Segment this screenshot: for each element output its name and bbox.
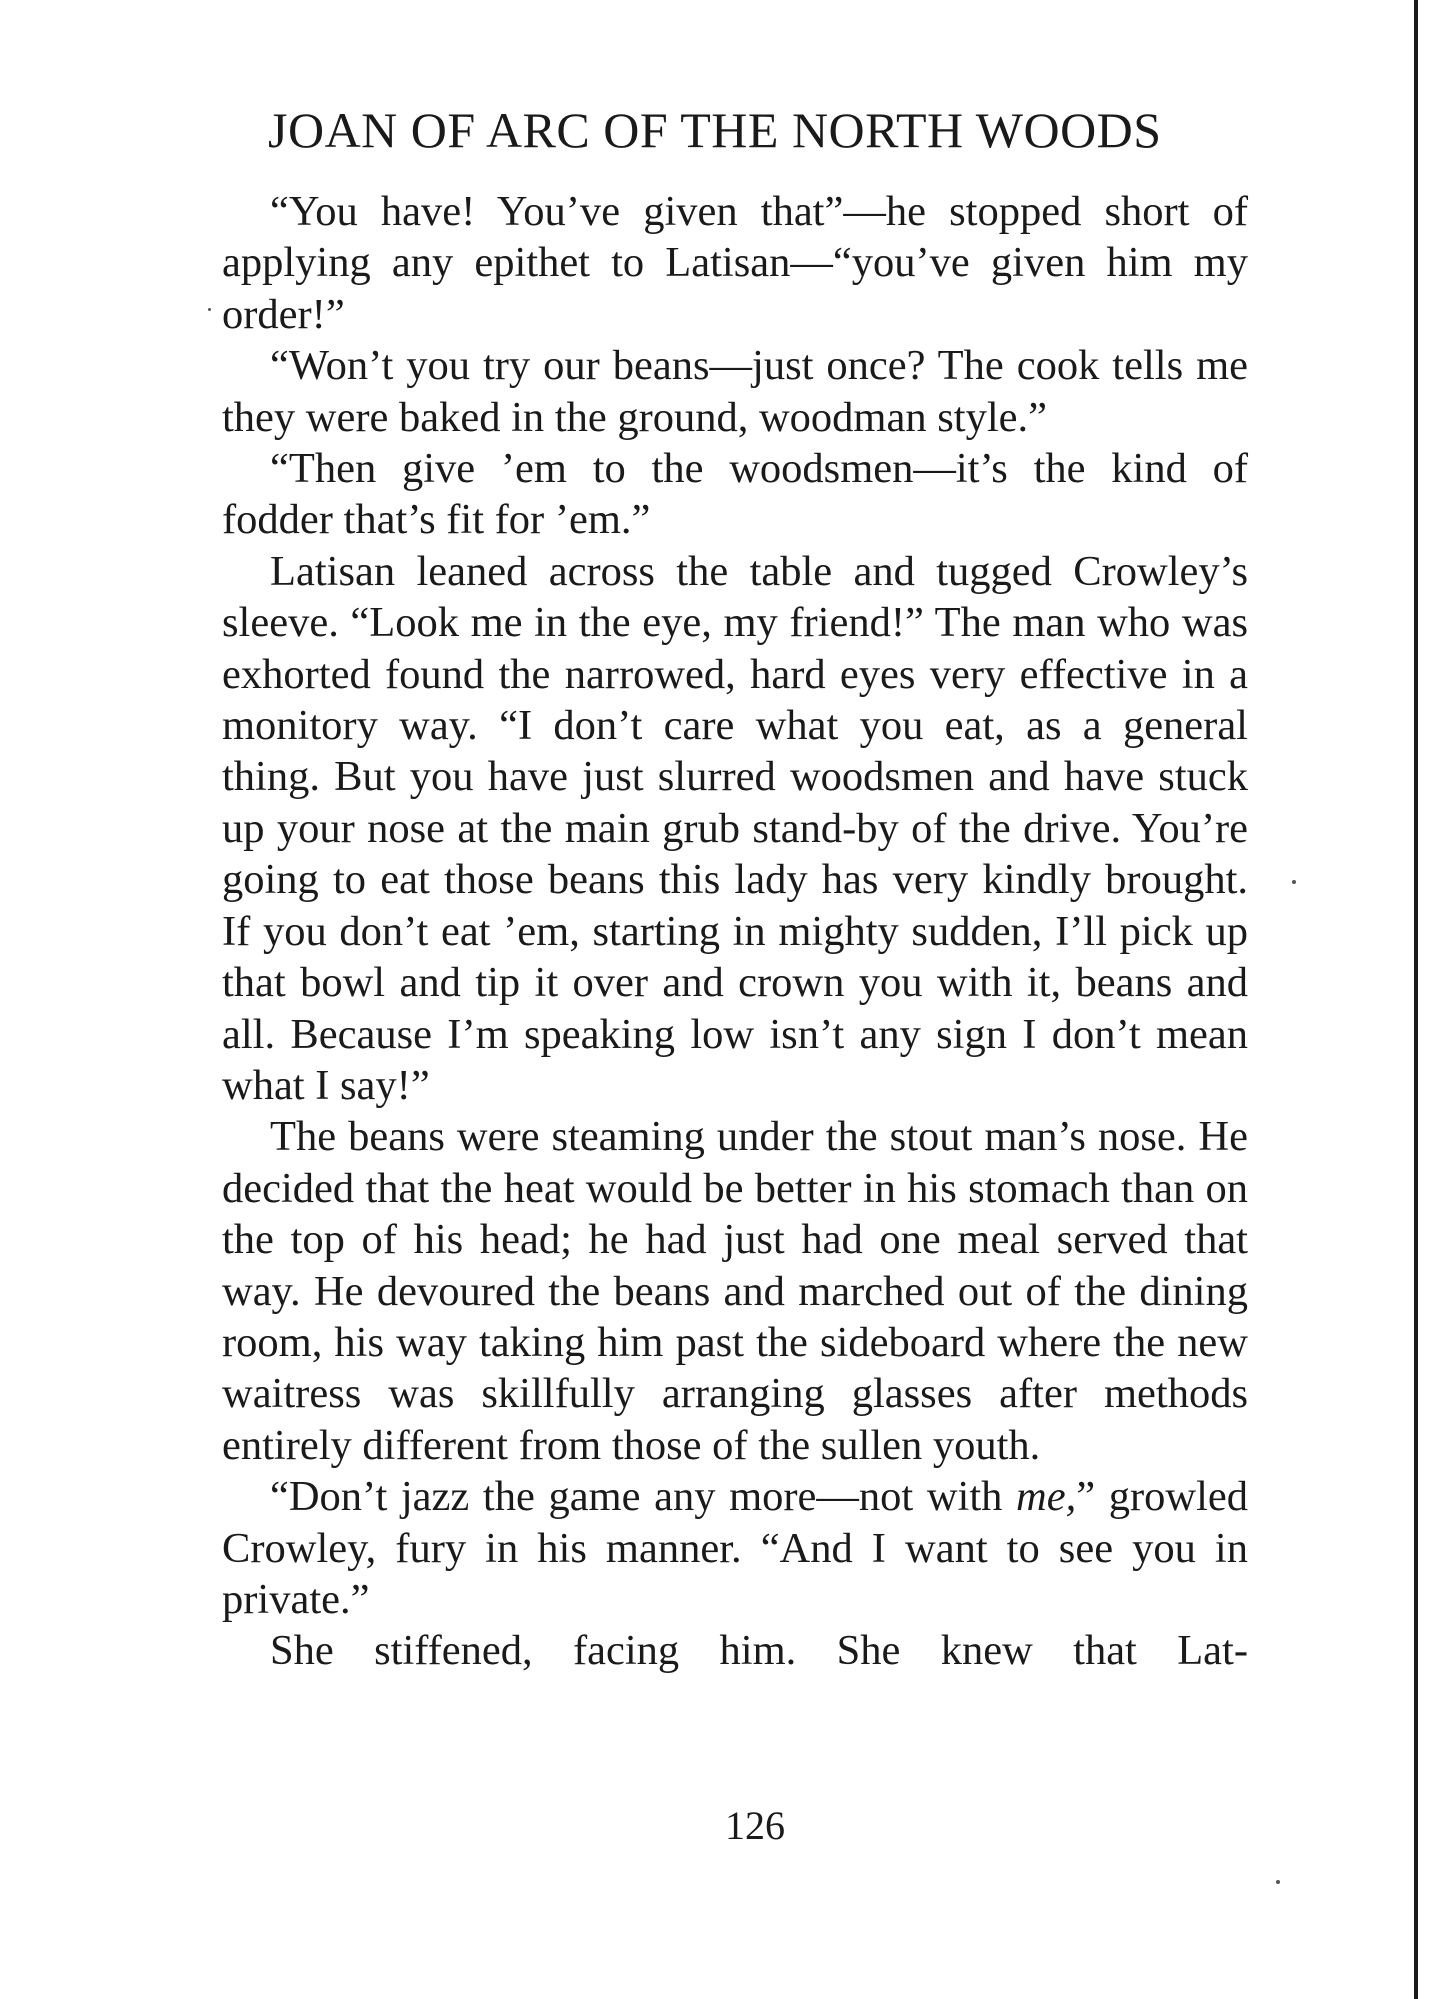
paragraph-1: “You have! You’ve given that”—he stopped short of applying any epithet to Latisan—“you’ve given him my order!” bbox=[222, 188, 1248, 338]
scan-speck bbox=[1292, 880, 1296, 884]
body-text bbox=[222, 186, 1248, 1677]
paragraph-7: She stiffened, facing him. She knew that Lat- bbox=[270, 1627, 1248, 1675]
paragraph-6 bbox=[222, 1471, 1248, 1625]
paragraph-5: The beans were steaming under the stout man’s nose. He decided that the heat would be better in his stomach than on the top of his head; he had just had one meal served that way. He devoured the beans and marched out of the dining room, his way taking him past the sideboard where the new waitress was skillfully arranging glasses after methods entirely different from those of the sullen youth. bbox=[222, 1113, 1248, 1469]
page-number: 126 bbox=[725, 1803, 785, 1848]
scan-speck bbox=[208, 308, 211, 311]
paragraph-3: “Then give ’em to the woodsmen—it’s the kind of fodder that’s fit for ’em.” bbox=[222, 445, 1248, 544]
paragraph-4: Latisan leaned across the table and tugged Crowley’s sleeve. “Look me in the eye, my friend!” The man who was exhorted found the narrowed, hard eyes very effective in a monitory way. “I don’t care what you eat, as a general thing. But you have just slurred woodsmen and have stuck up your nose at the main grub stand-by of the drive. You’re going to eat those beans this lady has very kindly brought. If you don’t eat ’em, starting in mighty sudden, I’ll pick up that bowl and tip it over and crown you with it, beans and all. Because I’m speaking low isn’t any sign I don’t mean what I say!” bbox=[222, 547, 1248, 1109]
scan-speck bbox=[1276, 1880, 1280, 1884]
running-head: JOAN OF ARC OF THE NORTH WOODS bbox=[268, 102, 1162, 158]
paragraph-6-part-1: “Don’t jazz the game any more—not with bbox=[270, 1473, 1017, 1521]
emphasized-word: me, bbox=[1016, 1473, 1077, 1521]
paragraph-2: “Won’t you try our beans—just once? The cook tells me they were baked in the ground, woodman style.” bbox=[222, 342, 1248, 441]
paragraph-6-part-2: ” growled Crowley, fury in his manner. “And I want to see you in private.” bbox=[222, 1473, 1248, 1623]
page-number-footer bbox=[0, 1802, 1438, 1850]
page-edge-line bbox=[1414, 0, 1418, 1999]
